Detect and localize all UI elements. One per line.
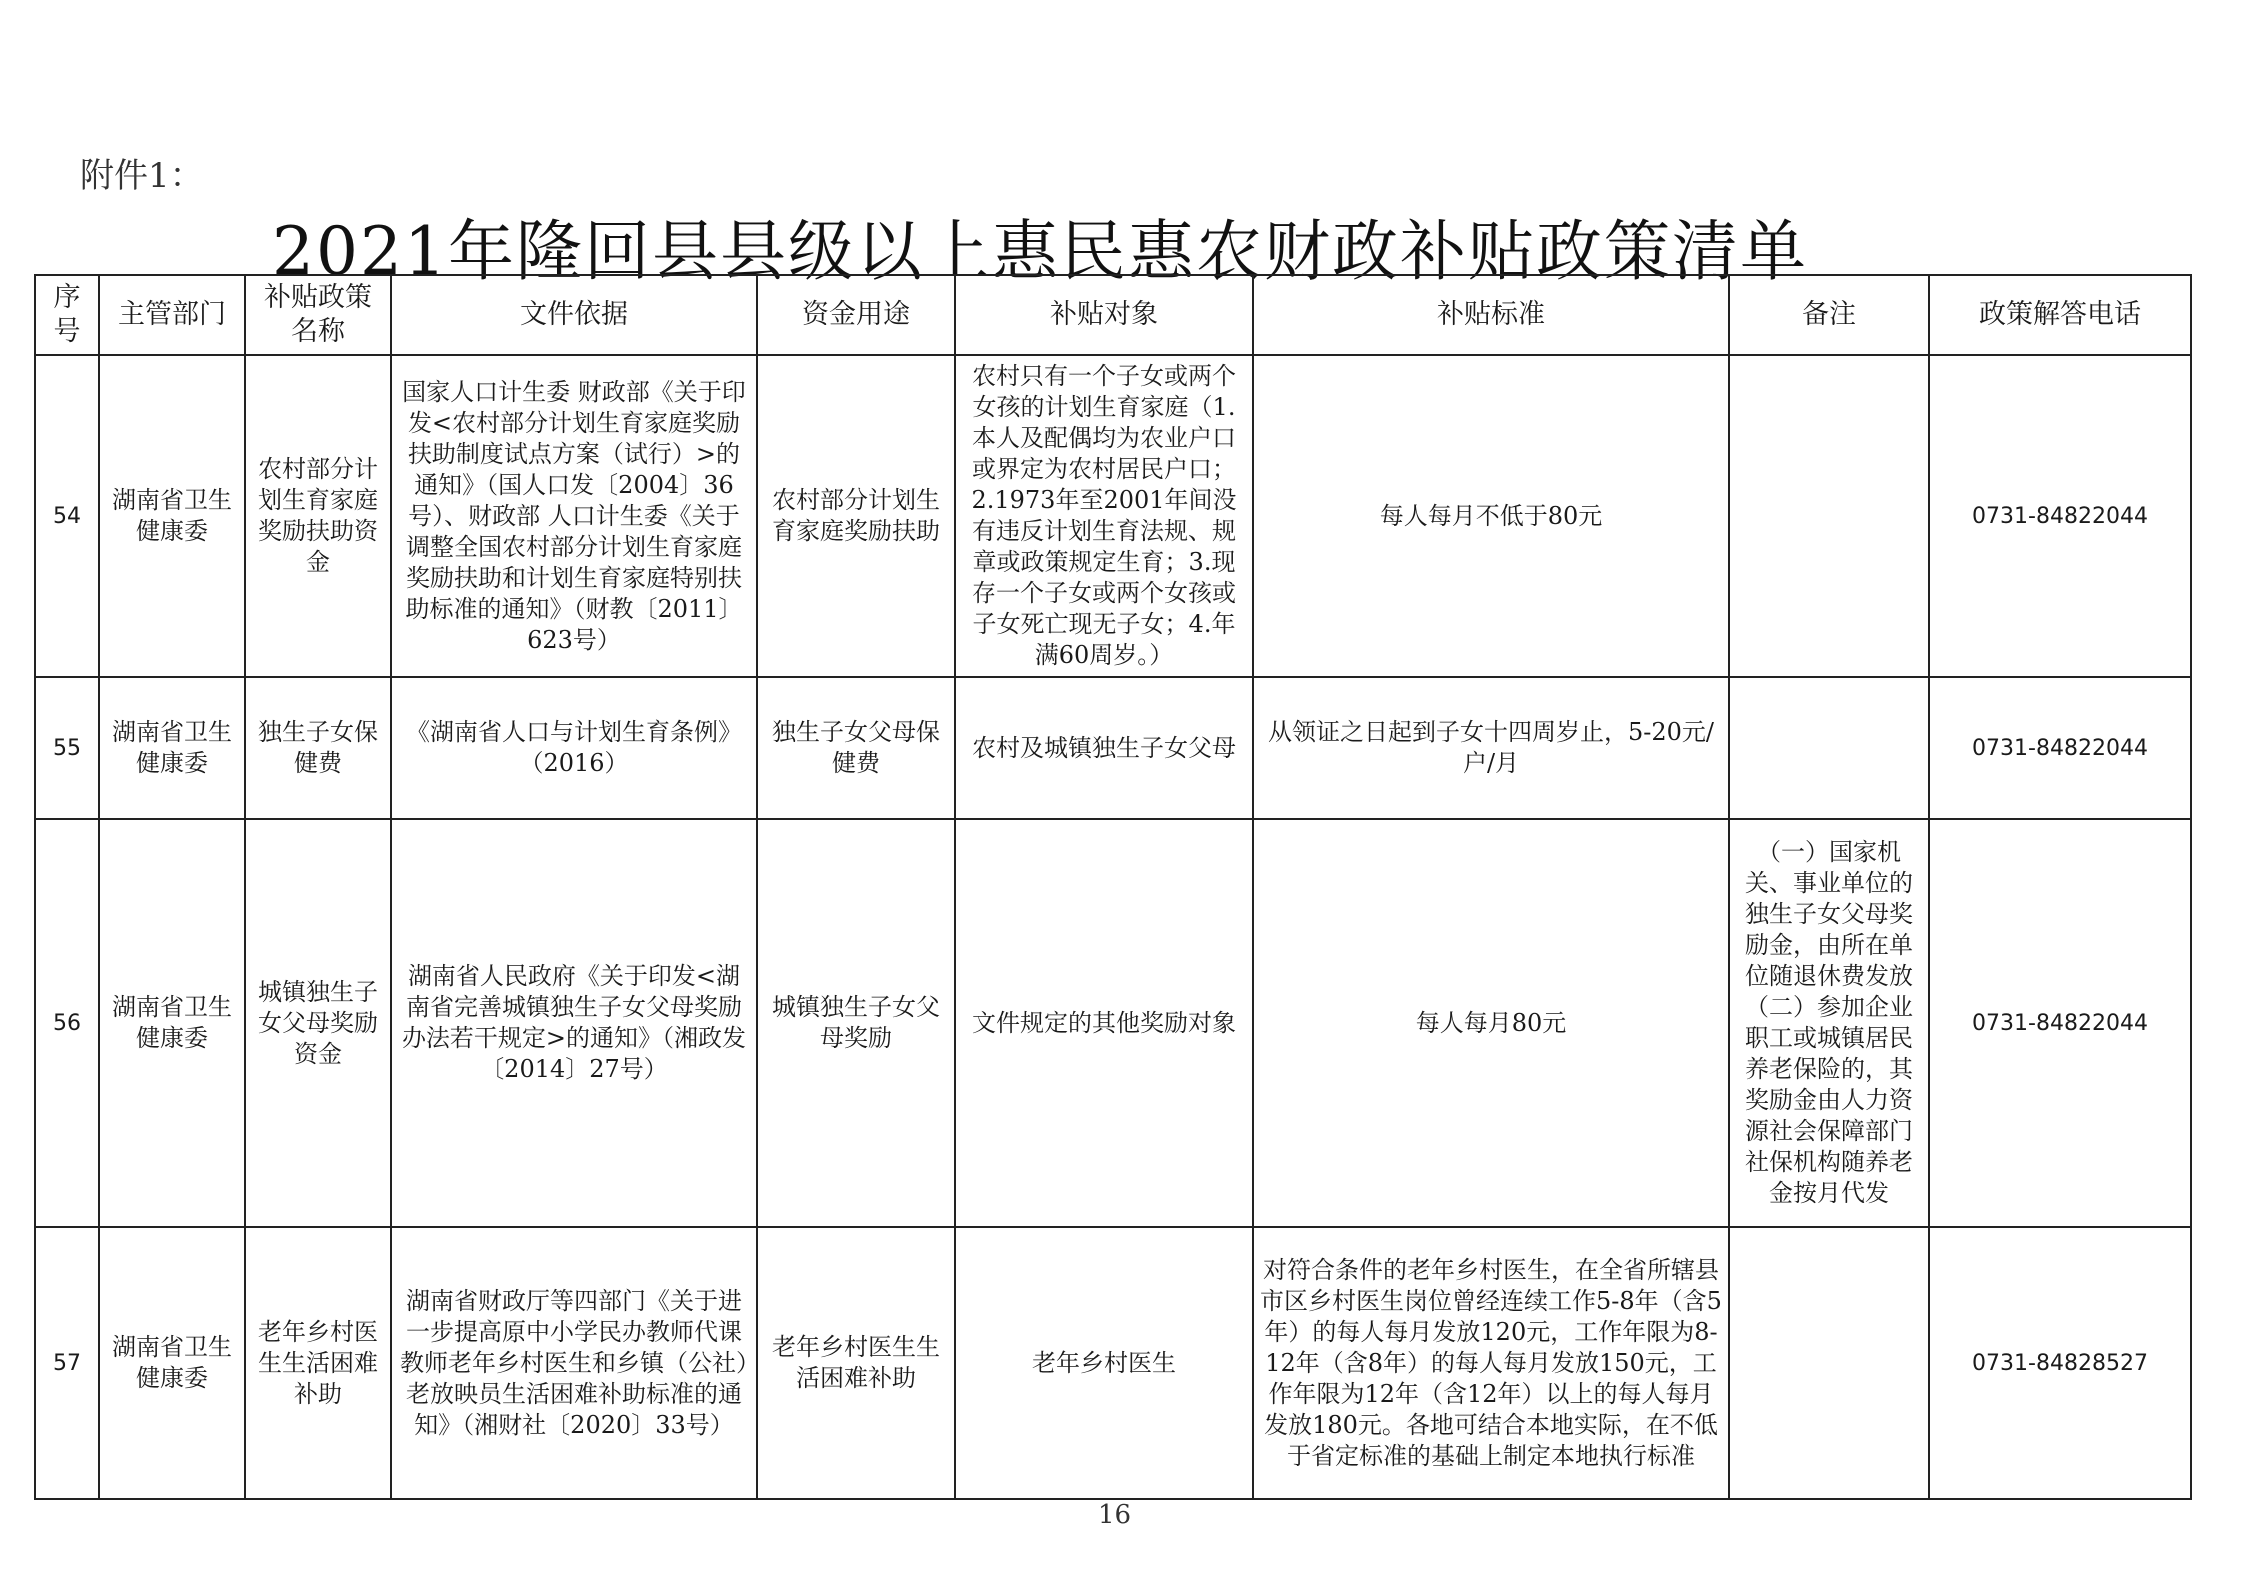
cell-use: 农村部分计划生育家庭奖励扶助 — [757, 355, 955, 677]
page-number: 16 — [1098, 1500, 1132, 1530]
cell-note — [1729, 677, 1929, 819]
policy-table — [34, 274, 2192, 1500]
table-header-row — [35, 275, 2191, 355]
header-seq: 序号 — [35, 275, 99, 355]
cell-phone: 0731-84822044 — [1929, 819, 2191, 1227]
cell-basis: 湖南省人民政府《关于印发<湖南省完善城镇独生子女父母奖励办法若干规定>的通知》（湘政发〔2014〕27号） — [391, 819, 757, 1227]
cell-standard: 从领证之日起到子女十四周岁止，5-20元/户/月 — [1253, 677, 1729, 819]
cell-note — [1729, 1227, 1929, 1499]
header-standard: 补贴标准 — [1253, 275, 1729, 355]
cell-seq: 54 — [35, 355, 99, 677]
cell-seq: 57 — [35, 1227, 99, 1499]
cell-basis: 湖南省财政厅等四部门《关于进一步提高原中小学民办教师代课教师老年乡村医生和乡镇（公社）老放映员生活困难补助标准的通知》（湘财社〔2020〕33号） — [391, 1227, 757, 1499]
cell-target: 农村及城镇独生子女父母 — [955, 677, 1253, 819]
cell-dept: 湖南省卫生健康委 — [99, 1227, 245, 1499]
cell-use: 老年乡村医生生活困难补助 — [757, 1227, 955, 1499]
cell-seq: 56 — [35, 819, 99, 1227]
cell-seq: 55 — [35, 677, 99, 819]
header-note: 备注 — [1729, 275, 1929, 355]
header-basis: 文件依据 — [391, 275, 757, 355]
header-phone: 政策解答电话 — [1929, 275, 2191, 355]
cell-dept: 湖南省卫生健康委 — [99, 355, 245, 677]
header-name: 补贴政策名称 — [245, 275, 391, 355]
cell-dept: 湖南省卫生健康委 — [99, 677, 245, 819]
table-row — [35, 677, 2191, 819]
cell-name: 独生子女保健费 — [245, 677, 391, 819]
cell-phone: 0731-84828527 — [1929, 1227, 2191, 1499]
cell-dept: 湖南省卫生健康委 — [99, 819, 245, 1227]
cell-target: 农村只有一个子女或两个女孩的计划生育家庭（1.本人及配偶均为农业户口或界定为农村居民户口；2.1973年至2001年间没有违反计划生育法规、规章或政策规定生育；3.现存一个子女或两个女孩或子女死亡现无子女；4.年满60周岁。） — [955, 355, 1253, 677]
cell-name: 老年乡村医生生活困难补助 — [245, 1227, 391, 1499]
cell-use: 独生子女父母保健费 — [757, 677, 955, 819]
document-title-text: 2021年隆回县县级以上惠民惠农财政补贴政策清单 — [272, 213, 1808, 290]
cell-target: 老年乡村医生 — [955, 1227, 1253, 1499]
cell-name: 农村部分计划生育家庭奖励扶助资金 — [245, 355, 391, 677]
header-target: 补贴对象 — [955, 275, 1253, 355]
table-row — [35, 819, 2191, 1227]
cell-use: 城镇独生子女父母奖励 — [757, 819, 955, 1227]
cell-target: 文件规定的其他奖励对象 — [955, 819, 1253, 1227]
cell-basis: 国家人口计生委 财政部《关于印发<农村部分计划生育家庭奖励扶助制度试点方案（试行）>的通知》（国人口发〔2004〕36号）、财政部 人口计生委《关于调整全国农村部分计划生育家庭奖励扶助和计划生育家庭特别扶助标准的通知》（财教〔2011〕623号） — [391, 355, 757, 677]
cell-note — [1729, 355, 1929, 677]
cell-phone: 0731-84822044 — [1929, 355, 2191, 677]
cell-name: 城镇独生子女父母奖励资金 — [245, 819, 391, 1227]
cell-note: （一）国家机关、事业单位的独生子女父母奖励金，由所在单位随退休费发放（二）参加企业职工或城镇居民养老保险的，其奖励金由人力资源社会保障部门社保机构随养老金按月代发 — [1729, 819, 1929, 1227]
header-dept: 主管部门 — [99, 275, 245, 355]
cell-standard: 对符合条件的老年乡村医生，在全省所辖县市区乡村医生岗位曾经连续工作5-8年（含5年）的每人每月发放120元，工作年限为8-12年（含8年）的每人每月发放150元，工作年限为12年（含12年）以上的每人每月发放180元。各地可结合本地实际，在不低于省定标准的基础上制定本地执行标准 — [1253, 1227, 1729, 1499]
attachment-label: 附件1： — [80, 156, 204, 196]
table-row — [35, 355, 2191, 677]
cell-phone: 0731-84822044 — [1929, 677, 2191, 819]
cell-basis: 《湖南省人口与计划生育条例》（2016） — [391, 677, 757, 819]
cell-standard: 每人每月80元 — [1253, 819, 1729, 1227]
cell-standard: 每人每月不低于80元 — [1253, 355, 1729, 677]
table-row — [35, 1227, 2191, 1499]
header-use: 资金用途 — [757, 275, 955, 355]
